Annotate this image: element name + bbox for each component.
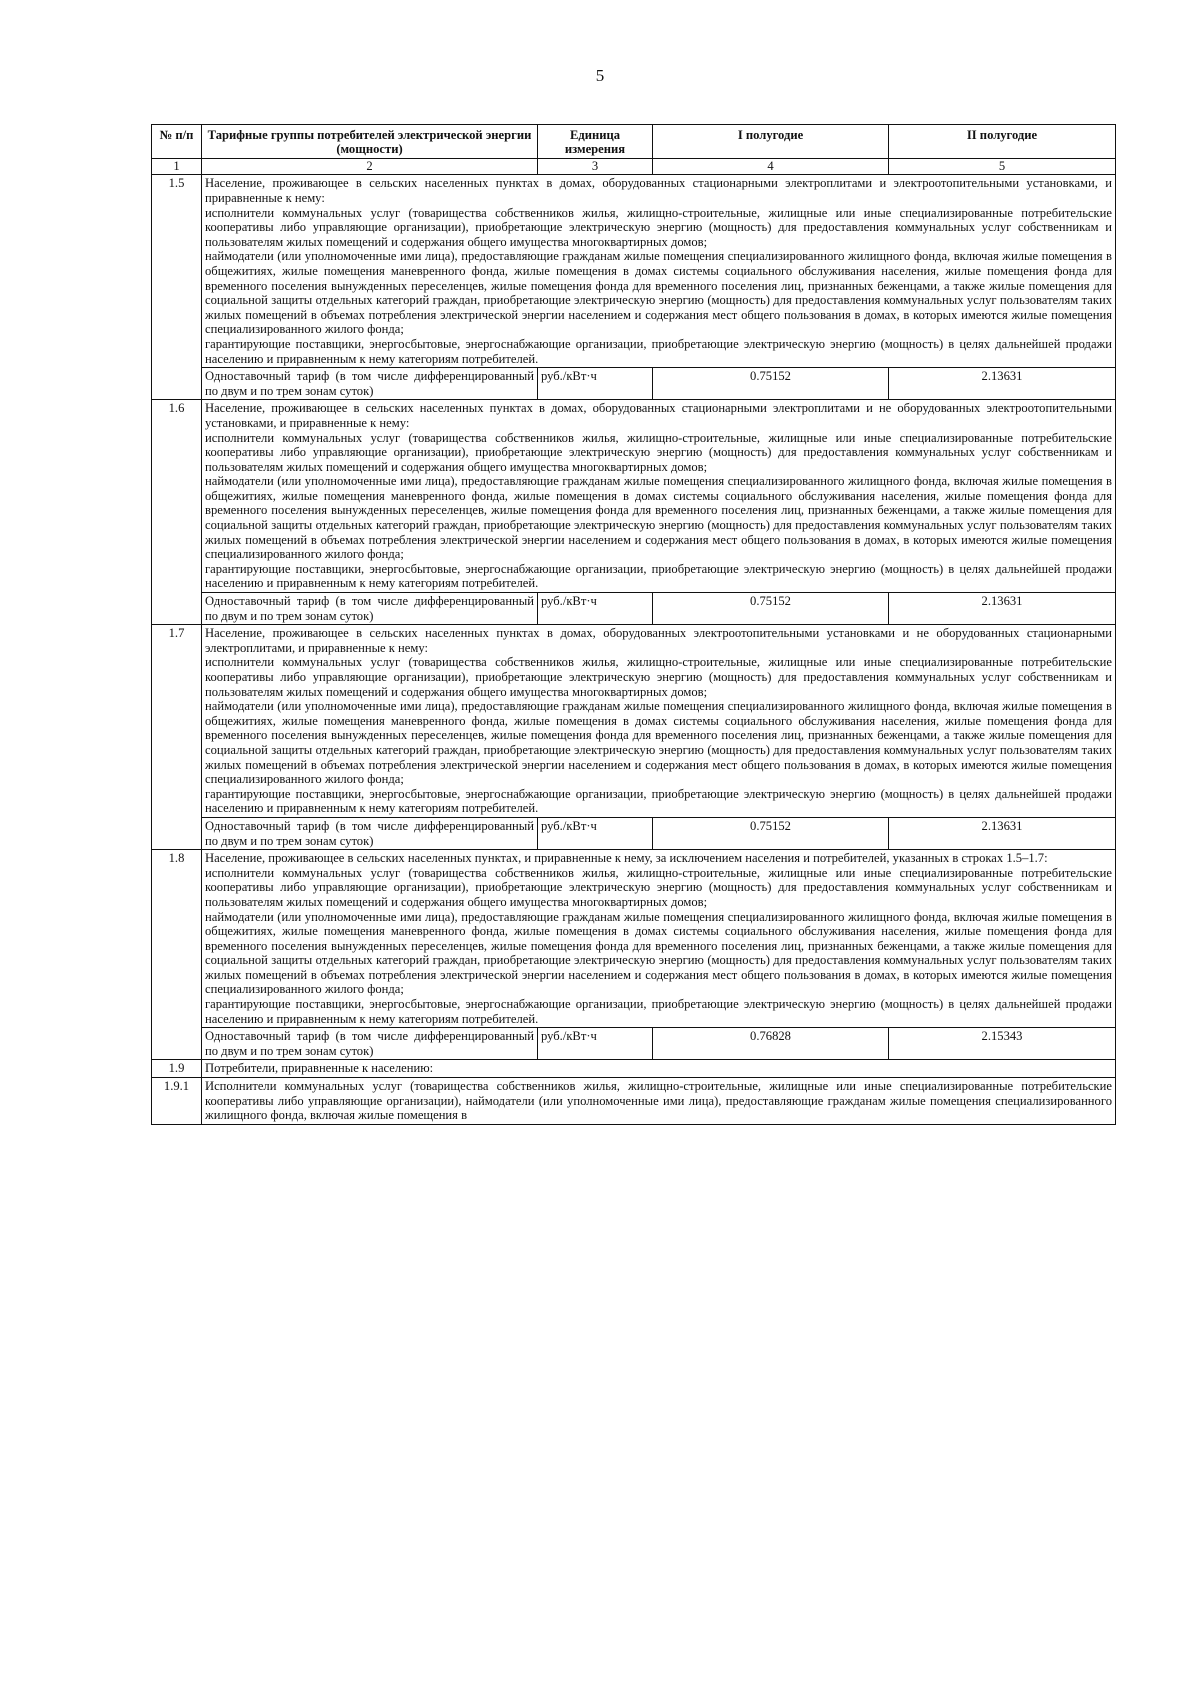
table-row xyxy=(152,1078,1116,1125)
row-description xyxy=(202,175,1116,368)
description-paragraph: исполнители коммунальных услуг (товарищества собственников жилья, жилищно-строительные, жилищные или иные специализированные потребительские кооперативы либо управляющие организации), приобретающие электрическую энергию (мощность) для предоставления коммунальных услуг собственникам и пользователям жилых помещений и содержания общего имущества многоквартирных домов; xyxy=(205,430,1112,474)
table-row xyxy=(152,1060,1116,1078)
table-row-description xyxy=(152,175,1116,368)
row-description xyxy=(202,850,1116,1028)
row-number: 1.6 xyxy=(152,400,202,625)
tariff-label: Одноставочный тариф (в том числе дифференцированный по двум и по трем зонам суток) xyxy=(202,368,538,400)
header-first-half: I полугодие xyxy=(653,125,889,159)
table-row-description xyxy=(152,850,1116,1028)
description-paragraph: гарантирующие поставщики, энергосбытовые, энергоснабжающие организации, приобретающие электрическую энергию (мощность) в целях дальнейшей продажи населению и приравненным к нему категориям потребителей. xyxy=(205,997,1112,1026)
row-number: 1.8 xyxy=(152,850,202,1060)
tariff-second-half-value: 2.13631 xyxy=(889,817,1116,849)
tariff-first-half-value: 0.75152 xyxy=(653,817,889,849)
description-paragraph: наймодатели (или уполномоченные ими лица), предоставляющие гражданам жилые помещения специализированного жилищного фонда, включая жилые помещения в общежитиях, жилые помещения маневренного фонда, жилые помещения в домах системы социального обслуживания населения, жилые помещения фонда для временного поселения вынужденных переселенцев, жилые помещения фонда для временного поселения лиц, признанных беженцами, а также жилые помещения для социальной защиты отдельных категорий граждан, приобретающие электрическую энергию (мощность) для предоставления коммунальных услуг пользователям таких жилых помещений в объемах потребления электрической энергии населением и содержания мест общего пользования в домах, в которых имеются жилые помещения специализированного жилого фонда; xyxy=(205,909,1112,997)
description-paragraph: Население, проживающее в сельских населенных пунктах в домах, оборудованных электроотопительными установками и не оборудованных стационарными электроплитами, и приравненные к нему: xyxy=(205,626,1112,655)
tariff-unit: руб./кВт·ч xyxy=(538,593,653,625)
header-unit: Единица измерения xyxy=(538,125,653,159)
page-number: 5 xyxy=(595,66,605,85)
row-number: 1.9.1 xyxy=(152,1078,202,1125)
tariff-second-half-value: 2.15343 xyxy=(889,1028,1116,1060)
tariff-second-half-value: 2.13631 xyxy=(889,593,1116,625)
table-row-tariff xyxy=(152,1028,1116,1060)
column-number-row xyxy=(152,159,1116,175)
tariff-label: Одноставочный тариф (в том числе дифференцированный по двум и по трем зонам суток) xyxy=(202,593,538,625)
row-description: Исполнители коммунальных услуг (товарищества собственников жилья, жилищно-строительные, жилищные или иные специализированные потребительские кооперативы либо управляющие организации), наймодатели (или уполномоченные ими лица), предоставляющие гражданам жилые помещения специализированного жилищного фонда, включая жилые помещения в xyxy=(202,1078,1116,1125)
description-paragraph: наймодатели (или уполномоченные ими лица), предоставляющие гражданам жилые помещения специализированного жилищного фонда, включая жилые помещения в общежитиях, жилые помещения маневренного фонда, жилые помещения в домах системы социального обслуживания населения, жилые помещения фонда для временного поселения вынужденных переселенцев, жилые помещения фонда для временного поселения лиц, признанных беженцами, а также жилые помещения для социальной защиты отдельных категорий граждан, приобретающие электрическую энергию (мощность) для предоставления коммунальных услуг пользователям таких жилых помещений в объемах потребления электрической энергии населением и содержания мест общего пользования в домах, в которых имеются жилые помещения специализированного жилого фонда; xyxy=(205,249,1112,337)
tariff-unit: руб./кВт·ч xyxy=(538,368,653,400)
header-second-half: II полугодие xyxy=(889,125,1116,159)
table-row-tariff xyxy=(152,593,1116,625)
tariff-first-half-value: 0.75152 xyxy=(653,593,889,625)
description-paragraph: Население, проживающее в сельских населенных пунктах, и приравненные к нему, за исключением населения и потребителей, указанных в строках 1.5–1.7: xyxy=(205,851,1048,866)
tariff-second-half-value: 2.13631 xyxy=(889,368,1116,400)
column-number: 1 xyxy=(152,159,202,175)
row-description xyxy=(202,400,1116,593)
description-paragraph: наймодатели (или уполномоченные ими лица), предоставляющие гражданам жилые помещения специализированного жилищного фонда, включая жилые помещения в общежитиях, жилые помещения маневренного фонда, жилые помещения в домах системы социального обслуживания населения, жилые помещения фонда для временного поселения вынужденных переселенцев, жилые помещения фонда для временного поселения лиц, признанных беженцами, а также жилые помещения для социальной защиты отдельных категорий граждан, приобретающие электрическую энергию (мощность) для предоставления коммунальных услуг пользователям таких жилых помещений в объемах потребления электрической энергии населением и содержания мест общего пользования в домах, в которых имеются жилые помещения специализированного жилого фонда; xyxy=(205,474,1112,562)
description-paragraph: исполнители коммунальных услуг (товарищества собственников жилья, жилищно-строительные, жилищные или иные специализированные потребительские кооперативы либо управляющие организации), приобретающие электрическую энергию (мощность) для предоставления коммунальных услуг собственникам и пользователям жилых помещений и содержания общего имущества многоквартирных домов; xyxy=(205,205,1112,249)
description-paragraph: Население, проживающее в сельских населенных пунктах в домах, оборудованных стационарными электроплитами и электроотопительными установками, и приравненные к нему: xyxy=(205,176,1112,205)
table-row-tariff xyxy=(152,817,1116,849)
column-number: 5 xyxy=(889,159,1116,175)
row-number: 1.9 xyxy=(152,1060,202,1078)
table-row-description xyxy=(152,400,1116,593)
tariff-unit: руб./кВт·ч xyxy=(538,817,653,849)
description-paragraph: гарантирующие поставщики, энергосбытовые, энергоснабжающие организации, приобретающие электрическую энергию (мощность) в целях дальнейшей продажи населению и приравненным к нему категориям потребителей. xyxy=(205,336,1112,366)
description-paragraph: исполнители коммунальных услуг (товарищества собственников жилья, жилищно-строительные, жилищные или иные специализированные потребительские кооперативы либо управляющие организации), приобретающие электрическую энергию (мощность) для предоставления коммунальных услуг собственникам и пользователям жилых помещений и содержания общего имущества многоквартирных домов; xyxy=(205,865,1112,909)
table-row-tariff xyxy=(152,368,1116,400)
column-number: 2 xyxy=(202,159,538,175)
table-header-row xyxy=(152,125,1116,159)
column-number: 3 xyxy=(538,159,653,175)
description-paragraph: наймодатели (или уполномоченные ими лица), предоставляющие гражданам жилые помещения специализированного жилищного фонда, включая жилые помещения в общежитиях, жилые помещения маневренного фонда, жилые помещения в домах системы социального обслуживания населения, жилые помещения фонда для временного поселения вынужденных переселенцев, жилые помещения фонда для временного поселения лиц, признанных беженцами, а также жилые помещения для социальной защиты отдельных категорий граждан, приобретающие электрическую энергию (мощность) для предоставления коммунальных услуг пользователям таких жилых помещений в объемах потребления электрической энергии населением и содержания мест общего пользования в домах, в которых имеются жилые помещения специализированного жилого фонда; xyxy=(205,699,1112,787)
description-paragraph: гарантирующие поставщики, энергосбытовые, энергоснабжающие организации, приобретающие электрическую энергию (мощность) в целях дальнейшей продажи населению и приравненным к нему категориям потребителей. xyxy=(205,561,1112,591)
row-number: 1.5 xyxy=(152,175,202,400)
column-number: 4 xyxy=(653,159,889,175)
description-paragraph: исполнители коммунальных услуг (товарищества собственников жилья, жилищно-строительные, жилищные или иные специализированные потребительские кооперативы либо управляющие организации), приобретающие электрическую энергию (мощность) для предоставления коммунальных услуг собственникам и пользователям жилых помещений и содержания общего имущества многоквартирных домов; xyxy=(205,655,1112,699)
description-paragraph: гарантирующие поставщики, энергосбытовые, энергоснабжающие организации, приобретающие электрическую энергию (мощность) в целях дальнейшей продажи населению и приравненным к нему категориям потребителей. xyxy=(205,786,1112,816)
tariff-first-half-value: 0.76828 xyxy=(653,1028,889,1060)
row-description xyxy=(202,625,1116,818)
row-number: 1.7 xyxy=(152,625,202,850)
row-description: Потребители, приравненные к населению: xyxy=(202,1060,1116,1078)
header-num: № п/п xyxy=(152,125,202,159)
tariff-first-half-value: 0.75152 xyxy=(653,368,889,400)
description-paragraph: Население, проживающее в сельских населенных пунктах в домах, оборудованных стационарными электроплитами и не оборудованных электроотопительными установками, и приравненные к нему: xyxy=(205,401,1112,430)
tariff-label: Одноставочный тариф (в том числе дифференцированный по двум и по трем зонам суток) xyxy=(202,817,538,849)
tariff-unit: руб./кВт·ч xyxy=(538,1028,653,1060)
table-row-description xyxy=(152,625,1116,818)
tariff-label: Одноставочный тариф (в том числе дифференцированный по двум и по трем зонам суток) xyxy=(202,1028,538,1060)
header-group: Тарифные группы потребителей электрической энергии (мощности) xyxy=(202,125,538,159)
tariff-table xyxy=(151,124,1116,1125)
